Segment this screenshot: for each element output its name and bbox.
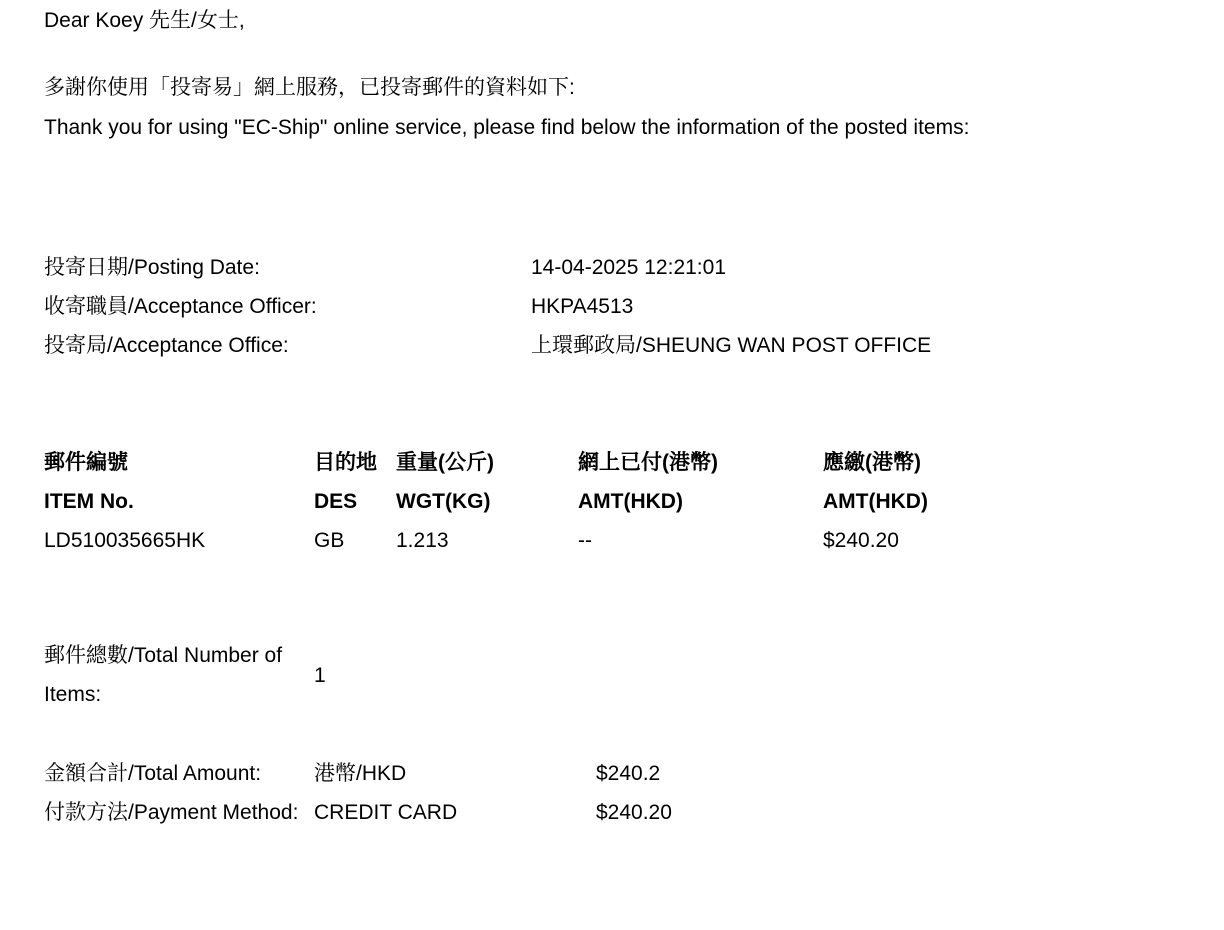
- header-des-en: DES: [314, 490, 358, 513]
- posting-date-label: 投寄日期/Posting Date:: [44, 256, 260, 279]
- totals-row-total-amount: [44, 754, 672, 793]
- total-items-label: 郵件總數/Total Number of Items:: [44, 644, 283, 706]
- header-item-no-en: ITEM No.: [44, 490, 134, 513]
- payment-method-label: 付款方法/Payment Method:: [44, 801, 299, 824]
- header-item-no-zh: 郵件編號: [44, 451, 128, 474]
- meta-row-acceptance-officer: [44, 287, 931, 326]
- header-des-zh: 目的地: [314, 451, 377, 474]
- header-row-chinese: [44, 443, 1204, 482]
- total-items-spacer: [596, 636, 672, 714]
- payment-method-label-cell: [44, 793, 314, 832]
- spacer-above-totals: [44, 560, 1204, 636]
- payment-amount-value: $240.20: [596, 801, 672, 824]
- cell-des: GB: [314, 529, 345, 552]
- posted-items-table: [44, 443, 1204, 560]
- total-amount-currency: 港幣/HKD: [314, 762, 407, 785]
- header-wgt-zh: 重量(公斤): [396, 451, 494, 474]
- posted-items-body: [44, 521, 1204, 560]
- header-wgt-en: WGT(KG): [396, 490, 491, 513]
- intro-text-english: Thank you for using "EC-Ship" online service, please find below the information of the posted items:: [44, 116, 970, 139]
- totals-table: [44, 636, 672, 832]
- header-row-english: [44, 482, 1204, 521]
- acceptance-office-value: 上環郵政局/SHEUNG WAN POST OFFICE: [531, 334, 932, 357]
- table-row: [44, 521, 1204, 560]
- meta-row-posting-date: [44, 248, 931, 287]
- meta-row-acceptance-office: [44, 326, 931, 365]
- cell-wgt: 1.213: [396, 529, 449, 552]
- receipt-content: [44, 8, 1204, 832]
- total-amount-value: $240.2: [596, 762, 661, 785]
- spacer-above-meta: [44, 148, 1204, 248]
- cell-amt-due: $240.20: [823, 529, 899, 552]
- totals-row-payment-method: [44, 793, 672, 832]
- header-amt-paid-zh: 網上已付(港幣): [578, 451, 718, 474]
- totals-gap-row: [44, 714, 672, 754]
- total-items-label-cell: [44, 636, 314, 714]
- intro-text-chinese: 多謝你使用「投寄易」網上服務，已投寄郵件的資料如下:: [44, 76, 575, 99]
- greeting-text: Dear Koey 先生/女士,: [44, 9, 245, 32]
- header-amt-due-zh: 應繳(港幣): [823, 451, 921, 474]
- posted-items-header: [44, 443, 1204, 521]
- acceptance-officer-label: 收寄職員/Acceptance Officer:: [44, 295, 317, 318]
- cell-item-no: LD510035665HK: [44, 529, 206, 552]
- acceptance-officer-value: HKPA4513: [531, 295, 634, 318]
- acceptance-office-label: 投寄局/Acceptance Office:: [44, 334, 289, 357]
- header-amt-due-en: AMT(HKD): [823, 490, 928, 513]
- total-items-value: 1: [314, 663, 326, 687]
- header-amt-paid-en: AMT(HKD): [578, 490, 683, 513]
- spacer-above-items: [44, 365, 1204, 443]
- posting-details-table: [44, 248, 931, 365]
- cell-amt-paid: --: [578, 529, 592, 552]
- posting-date-value: 14-04-2025 12:21:01: [531, 256, 726, 279]
- total-amount-label: 金額合計/Total Amount:: [44, 762, 262, 785]
- payment-method-value: CREDIT CARD: [314, 801, 458, 824]
- totals-row-item-count: [44, 636, 672, 714]
